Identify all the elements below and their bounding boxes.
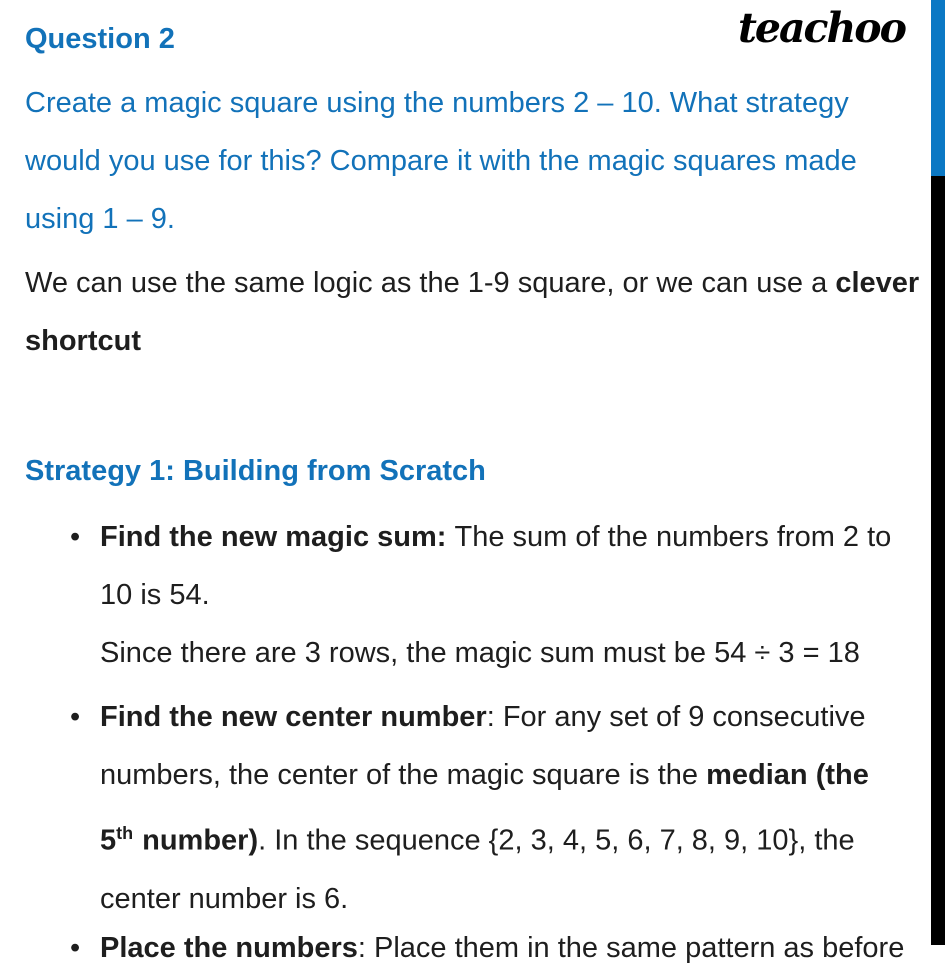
bullet-line bbox=[100, 508, 891, 566]
bullet-lead-bold: Place the numbers bbox=[100, 932, 358, 964]
bullet-text bbox=[100, 919, 904, 977]
bullet-body-text: : Place them in the same pattern as before bbox=[357, 932, 905, 964]
bullet-lead-bold: Find the new center number bbox=[100, 701, 487, 733]
bullet-bold-text: median (the bbox=[706, 759, 869, 791]
bullet-text bbox=[100, 508, 891, 682]
answer-intro-line-2 bbox=[25, 312, 919, 370]
bullet-icon: • bbox=[70, 932, 81, 964]
bullet-line bbox=[100, 746, 869, 804]
bullet-icon: • bbox=[70, 521, 81, 553]
intro-text: We can use the same logic as the 1-9 square, or we can use a bbox=[25, 267, 836, 299]
intro-bold-text: shortcut bbox=[25, 325, 141, 357]
right-edge-black-bar bbox=[931, 176, 945, 945]
question-text-line-1: Create a magic square using the numbers 2 – 10. What strategy bbox=[25, 87, 849, 119]
bullet-line bbox=[100, 688, 869, 746]
question-title: Question 2 bbox=[25, 23, 175, 55]
bullet-body-text: . In the sequence {2, 3, 4, 5, 6, 7, 8, 9, 10}, the bbox=[258, 824, 855, 857]
bullet-lead-bold: Find the new magic sum: bbox=[100, 521, 455, 553]
bullet-line: center number is 6. bbox=[100, 882, 349, 915]
bullet-line: Since there are 3 rows, the magic sum must be 54 ÷ 3 = 18 bbox=[100, 637, 860, 669]
ordinal-superscript: th bbox=[116, 823, 134, 843]
question-text-line-2: would you use for this? Compare it with the magic squares made bbox=[25, 145, 857, 177]
bullet-item-center-number bbox=[70, 688, 869, 928]
bullet-icon: • bbox=[70, 701, 81, 733]
bullet-text bbox=[100, 688, 869, 928]
bullet-body-text: The sum of the numbers from 2 to bbox=[454, 521, 892, 553]
strategy-heading: Strategy 1: Building from Scratch bbox=[25, 455, 486, 487]
question-text bbox=[25, 74, 857, 248]
bullet-body-text: : For any set of 9 consecutive bbox=[486, 701, 866, 733]
answer-intro-line-1 bbox=[25, 254, 919, 312]
bullet-bold-text: 5 bbox=[100, 824, 117, 857]
question-text-line-3: using 1 – 9. bbox=[25, 203, 175, 235]
right-edge-blue-bar bbox=[931, 0, 945, 176]
intro-bold-text: clever bbox=[835, 267, 920, 299]
bullet-body-text: numbers, the center of the magic square is the bbox=[100, 759, 707, 791]
bullet-line bbox=[100, 804, 869, 870]
bullet-item-partial bbox=[70, 919, 904, 977]
bullet-item-magic-sum bbox=[70, 508, 891, 682]
answer-intro bbox=[25, 254, 919, 370]
bullet-line: 10 is 54. bbox=[100, 579, 210, 611]
teachoo-logo: teachoo bbox=[737, 4, 905, 52]
bullet-line bbox=[100, 919, 904, 977]
bullet-bold-text: number) bbox=[142, 824, 259, 857]
